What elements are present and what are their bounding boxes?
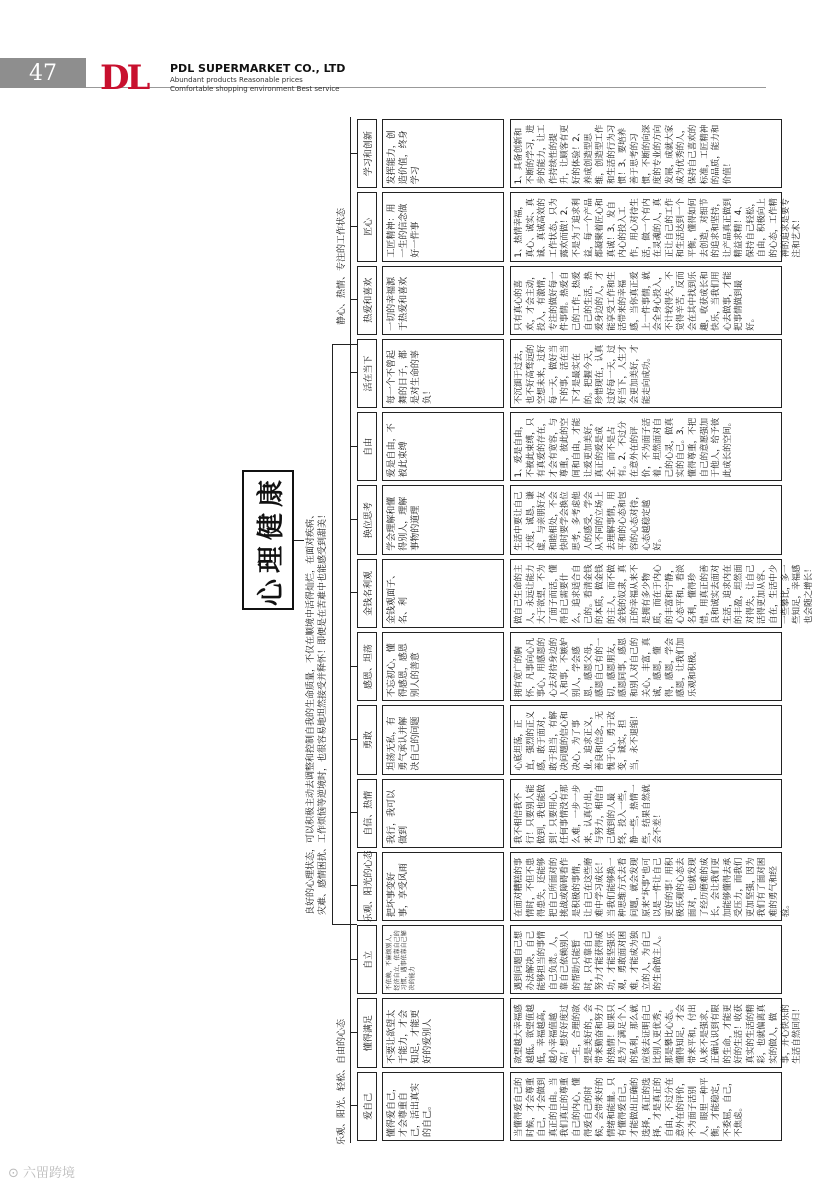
column-detail: 在面对糟糕的事情时，不但不患得患失，还能够把自己所面对的挑战或障碍看作是积极的事情，让自己在这些磨难中学习成长！当我们能够换一种思维方式去看问题，就会发现原来“坏事”也可以是一件让自己更好的事！用积极乐观的心态去面对，也就发现了经历磨难的成长，会让我们更加能够懂得去承受压力，而我们更加坚强，因为我们有了面对困难的勇气和经验。: [510, 852, 782, 921]
column-stem: [350, 959, 357, 960]
branch-left-label: 乐观、阳光、轻松、自由的心态: [337, 1018, 347, 1145]
column-stem: [350, 446, 357, 447]
title-stem: [294, 540, 304, 541]
column-summary: 学会理解和懂得别人，理解事物的道理: [382, 485, 504, 554]
intro-line-2: 灾难、感情困扰、工作烦恼等逆境时，也很容易地坦然接受并释怀！即便是在苦难中也能感受到甜美！: [318, 509, 328, 915]
column-summary: 不要让欲望太于能力，才会知足，才能更好的爱别人: [382, 998, 504, 1067]
column-detail: 生活中要让自己大度，诚恳，谦虚，与亲朋好友和睦相处，不会快时要学会换位思考，多考虑他人的感受，学会从不同的立场上去理解事情，用平和的心态和包容的心态对待，心态越稳定越好。: [510, 485, 782, 554]
page-number: 47: [0, 58, 86, 88]
column-detail: 当懂得爱自己的时候，才会尊重自己，才会做到真正的自由。当我们真正的尊重自己的内心，懂得爱自己的时候，会带来好的情绪和能量。只有懂得爱自己，才能做出正确的选择，真正的选择，才是真正的自由，不过分在意外在的评价，不为面子活别人，眼里一种平衡，才能稳定，不委屈，自己，不焦虑。: [510, 1072, 782, 1141]
column-stem: [350, 153, 357, 154]
column-detail: 1、爱是自由，不被此束缚，只有真爱的存在，才会有宽容，与尊重，彼此的空间和自由，才能让爱更加美好，真正的爱是成全，而不是占有。2、不过分在意外在的评价，不为面子活着，坦然面对自己的心灵，做真实的自己。3、懂得尊重，不把自己的意愿强加于他人，给予彼此成长的空间。: [510, 412, 782, 481]
watermark-logo: ⊙ 六㽞跨境: [8, 1166, 76, 1181]
column-detail: 心底坦荡，正直，强烈的正义感，敢于面对，敢于担当，有解决问题的信心和决心，为了事业，追求正义，善良和信念，无愧于心，勇于改变，诚实，担当，永不退缩！: [510, 705, 782, 774]
column-header: 感恩、坦荡: [357, 632, 377, 701]
column-summary: 我行，我可以做到: [382, 779, 504, 848]
column-summary: 不忘初心，懂得感恩，感恩别人的善意: [382, 632, 504, 701]
intro-text: [305, 355, 329, 915]
column-summary: 不依赖，不麻烦别人，经济自立，依靠自己的习惯，遇事依靠自己解决的能力: [382, 925, 504, 994]
column-stem: [350, 666, 357, 667]
column-detail: 1、具备创新和不断的学习，进步的能力，让工作持续性的提升，让顾客有更好的体验！2、养成创造型思维，创造型工作和生活的行为习惯！3、要培养善于思考的习惯，不断的向深度的专业的方向发展，成就大家成为优秀的人，保持自己喜欢的标准，工匠精神的品质，能力和价值！: [510, 119, 782, 188]
column-summary: 懂得爱自己，才会尊重自己，活出真实的自己。: [382, 1072, 504, 1141]
column-stem: [350, 519, 357, 520]
column-header: 乐观、阳光的心态: [357, 852, 377, 921]
column-header: 自由: [357, 412, 377, 481]
column-detail: 欲望越大幸福感越低。欲望值越低，幸福越高，越小幸福值越高！想好好度过一生，合理的欲望是美好的，会带来勤奋和努力的热情！如果只是为了满足个人的私利，那么就应该去证明自己比别人更优秀，那是攀比心态。懂得知足，才会带来平和，付出从来不是强求，正确认识到有限的生命，才能更好的生活！收获真实的生活的精彩，也就偏离真实的做人，做事，开心快乐的生活自然回归！: [510, 998, 782, 1067]
column-header: 勇敢: [357, 705, 377, 774]
column-header: 金钱名利观: [357, 559, 377, 628]
column-stem: [350, 1032, 357, 1033]
column-detail: 我不相信我不行！只要别人能做到，我也能做到！只要用心，任何事情没有那么难，一步一步来，认真付出，与努力，相信自己做到的人最终，投入一些，静一些，热情一些，结果自然就会不差！: [510, 779, 782, 848]
branch-bar: [332, 345, 333, 925]
columns-bar: [350, 117, 351, 1143]
column-detail: 拥有宽广的胸怀，凡事向心凡事心，用感恩的心去对待身边的人和事，不嫉妒别人，学会感恩，感恩父母，感恩自己有的一切，感恩朋友，感恩同事，感恩和别人对自己的关心，丰富，真诚，感恩，懂得，感恩，学会感恩，让我们加乐观和积极。: [510, 632, 782, 701]
column-summary: 把坏事变好事，享受风雨: [382, 852, 504, 921]
column-summary: 发挥能力，创造价值，终身学习: [382, 119, 504, 188]
column-header: 热爱和喜欢: [357, 266, 377, 335]
column-stem: [350, 299, 357, 300]
column-detail: 不沉湎于过去，也不好高骛远的空想未来，过好每一天，做好当下的事，活在当下才是最实在的。把握今天，珍惜现在，认真过好每一天，过好当下，人生才会更加美好，才能走向成功。: [510, 339, 782, 408]
company-logo: DL: [100, 58, 148, 98]
column-stem: [350, 1105, 357, 1106]
company-tagline: [170, 76, 339, 94]
tagline-line-1: Abundant products Reasonable prices: [170, 76, 303, 84]
column-stem: [350, 886, 357, 887]
company-name: PDL SUPERMARKET CO., LTD: [170, 62, 346, 75]
column-summary: 坦荡无私，有勇气承认并解决自己的问题: [382, 705, 504, 774]
column-header: 自信、热情: [357, 779, 377, 848]
intro-line-1: 良好的心理状态，可以积极主动去调整和控制自我的生命质量，不仅在顺境中活得灿烂，在面对疾病、: [306, 509, 316, 915]
column-header: 活在当下: [357, 339, 377, 408]
column-detail: 遇到问题自己想办法解决，自己能够担当的事情自己负责。人，靠自己依赖别人的帮助只能暂时，只有靠自己努力才能获得成功，才能坚强乐观，勇敢面对困难，才能成为独立的人，为自己的生命做主人。: [510, 925, 782, 994]
column-stem: [350, 226, 357, 227]
column-detail: 做自己生命的主人，永远让能力大于欲望，不为了面子而活，懂得自己需要什么，追求适合自己的。看清金钱的本质，做金钱的主人，而不做金钱的奴隶，真正的幸福从来不是拥有多少物质，而在于内心的丰富和宁静，心态平和，看淡名利，懂得珍惜，用真正的善良和诚实去面对生活，追求内在的丰盈，坦然面对得失，让自己活得更加从容、自在，生活中少一些攀比，多一些知足，幸福感也会随之增长！: [510, 559, 782, 628]
column-stem: [350, 812, 357, 813]
branch-right-stem: [332, 344, 357, 345]
column-header: 爱自己: [357, 1072, 377, 1141]
column-header: 换位思考: [357, 485, 377, 554]
column-detail: 1、热情幸福，真心、诚实、真诚、真诚高效的工作状态，只为露欢而做！2、不是为了追求利益，每一个产品都凝聚着匠心和真诚！3、发自内心的投入工作，用心对待生活，做一个有内在灵魂的人，真正让自己的工作和生活达到一个平衡，懂得如何去创造，对细节的追求和坚持，让产品真正做到精益求精！4、保持自己轻松，自由，积极向上的心态，工作精神的追求是要专注和艺术！: [510, 192, 782, 261]
column-detail: 只有真心的喜欢，才会主动，投入，有激情，专注的做好每一件事情。热爱自己的工作，热爱自己的生活，热爱身边的人，才能享受工作和生活带来的幸福感，当你真正爱上一件事情，就会全身心投入，不计较得失，不觉得辛苦，反而会在其中找到乐趣，收获成长和快乐，当我们用心去做事，才能把事情做到最好。: [510, 266, 782, 335]
column-summary: 爱是自由，不被此束缚: [382, 412, 504, 481]
page-title: 心理健康: [242, 470, 294, 610]
column-summary: 一切的幸福源于热爱和喜欢: [382, 266, 504, 335]
column-summary: 金钱观面子、名、利: [382, 559, 504, 628]
branch-right-label: 静心、热情、专注的工作状态: [337, 207, 347, 325]
branch-left-stem: [332, 924, 357, 925]
column-stem: [350, 739, 357, 740]
column-header: 自立: [357, 925, 377, 994]
column-summary: 每一个不曾起舞的日子，都是对生命的辜负！: [382, 339, 504, 408]
mind-map: [232, 95, 814, 1155]
column-stem: [350, 592, 357, 593]
column-summary: 工匠精神：用一生的信念做好一件事: [382, 192, 504, 261]
column-header: 匠心: [357, 192, 377, 261]
tagline-line-2: Comfortable shopping environment Best service: [170, 85, 340, 93]
column-header: 懂得满足: [357, 998, 377, 1067]
column-header: 学习和创新: [357, 119, 377, 188]
column-stem: [350, 373, 357, 374]
